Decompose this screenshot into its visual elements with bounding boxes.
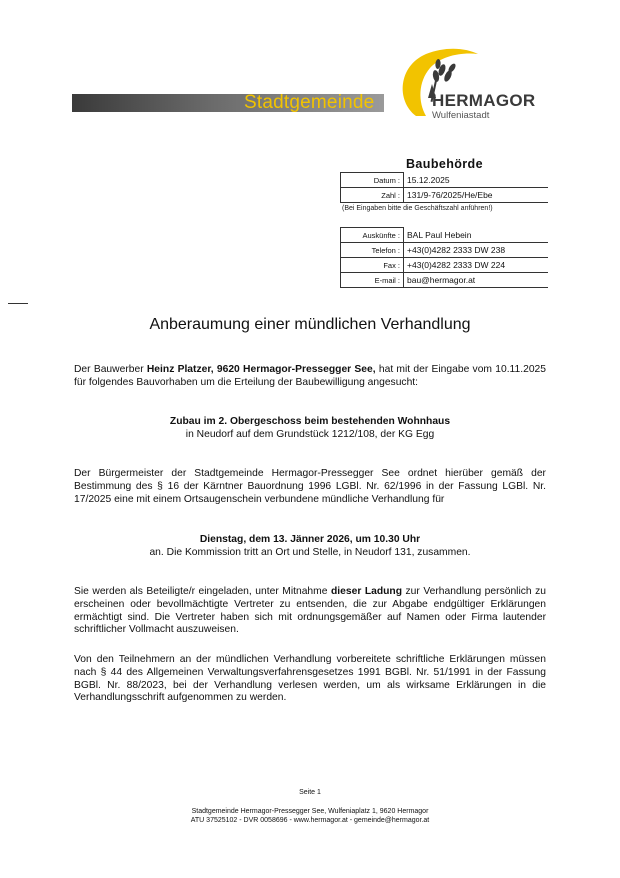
intro-paragraph bbox=[74, 364, 546, 390]
contact-table bbox=[340, 227, 548, 288]
appointment-meeting: an. Die Kommission tritt an Ort und Stelle, in Neudorf 131, zusammen. bbox=[149, 546, 471, 558]
table-row bbox=[341, 243, 549, 258]
intro-text-end: hat mit der Eingabe vom 10.11.2025 für folgendes Bauvorhaben um die Erteilung der Baubewilligung angesucht: bbox=[74, 364, 547, 388]
table-row bbox=[341, 188, 549, 203]
applicant-name: Heinz Platzer, 9620 Hermagor-Pressegger See, bbox=[146, 364, 376, 375]
email-value: bau@hermagor.at bbox=[404, 273, 549, 288]
brand-name: HERMAGOR bbox=[432, 91, 536, 110]
department-title: Baubehörde bbox=[406, 157, 483, 171]
invitation-text-end: zur Verhandlung persönlich zu erscheinen oder bevollmächtigte Vertreter zu entsenden, die zur Abgabe endgültiger Erklärungen ermächtigt sind. Die Vertreter haben sich mit ordnungsgemäßer auf Namen oder Firma lautender schriftlicher Vollmacht auszuweisen. bbox=[74, 586, 547, 636]
contact-value: BAL Paul Hebein bbox=[404, 228, 549, 243]
contact-label: Auskünfte : bbox=[341, 228, 404, 243]
statements-paragraph: Von den Teilnehmern an der mündlichen Verhandlung vorbereitete schriftliche Erklärungen müssen nach § 44 des Allgemeinen Verwaltungsverfahrensgesetzes 1991 BGBl. Nr. 51/1991 in der Fassung BGBl. Nr. 88/2023, bei der Verhandlung verlesen werden, um als wirksame Erklärungen in die Verhandlungsschrift aufgenommen zu werden. bbox=[74, 654, 546, 704]
footer-address: Stadtgemeinde Hermagor-Pressegger See, Wulfeniaplatz 1, 9620 Hermagor bbox=[191, 808, 429, 815]
invitation-text: Sie werden als Beteiligte/r eingeladen, unter Mitnahme bbox=[74, 586, 331, 597]
table-row bbox=[341, 273, 549, 288]
invitation-paragraph bbox=[74, 586, 546, 637]
appointment-block bbox=[74, 534, 546, 560]
date-value: 15.12.2025 bbox=[404, 173, 549, 188]
phone-label: Telefon : bbox=[341, 243, 404, 258]
page-number: Seite 1 bbox=[299, 789, 321, 796]
reference-value: 131/9-76/2025/He/Ebe bbox=[404, 188, 549, 203]
header-band-text: Stadtgemeinde bbox=[244, 92, 375, 113]
project-location: in Neudorf auf dem Grundstück 1212/108, der KG Egg bbox=[185, 428, 435, 440]
footer bbox=[0, 807, 620, 825]
table-row bbox=[341, 173, 549, 188]
table-row bbox=[341, 258, 549, 273]
fold-mark bbox=[8, 303, 28, 304]
invitation-emphasis: dieser Ladung bbox=[330, 586, 403, 597]
footer-ids: ATU 37525102 - DVR 0058696 - www.hermagor.at - gemeinde@hermagor.at bbox=[190, 817, 430, 824]
brand-subtitle: Wulfeniastadt bbox=[432, 110, 490, 121]
project-title: Zubau im 2. Obergeschoss beim bestehenden Wohnhaus bbox=[169, 416, 451, 427]
intro-text: Der Bauwerber bbox=[74, 364, 147, 375]
phone-value: +43(0)4282 2333 DW 238 bbox=[404, 243, 549, 258]
document-title: Anberaumung einer mündlichen Verhandlung bbox=[149, 316, 471, 333]
appointment-date: Dienstag, dem 13. Jänner 2026, um 10.30 Uhr bbox=[199, 534, 421, 545]
fax-label: Fax : bbox=[341, 258, 404, 273]
email-label: E-mail : bbox=[341, 273, 404, 288]
table-row bbox=[341, 228, 549, 243]
project-block bbox=[74, 416, 546, 442]
reference-label: Zahl : bbox=[341, 188, 404, 203]
date-label: Datum : bbox=[341, 173, 404, 188]
reference-table bbox=[340, 172, 548, 203]
order-paragraph: Der Bürgermeister der Stadtgemeinde Hermagor-Pressegger See ordnet hierüber gemäß der Bestimmung des § 16 der Kärntner Bauordnung 1996 LGBl. Nr. 62/1996 in der Fassung LGBl. Nr. 17/2025 eine mit einem Ortsaugenschein verbundene mündliche Verhandlung für bbox=[74, 468, 546, 505]
reference-note: (Bei Eingaben bitte die Geschäftszahl anführen!) bbox=[342, 205, 493, 212]
fax-value: +43(0)4282 2333 DW 224 bbox=[404, 258, 549, 273]
